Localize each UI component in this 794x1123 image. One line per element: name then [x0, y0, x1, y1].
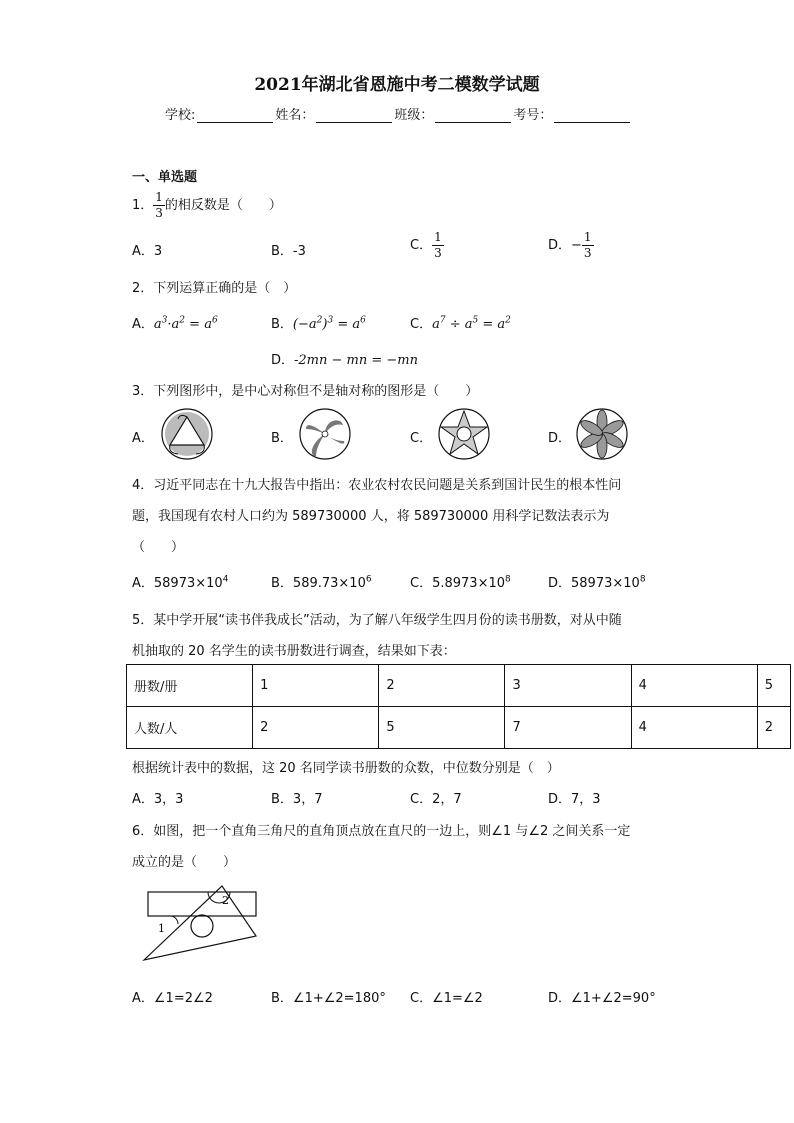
page-title: 2021年湖北省恩施中考二模数学试题 — [254, 75, 540, 95]
number-blank[interactable] — [554, 110, 630, 123]
q2-option-b-label: B． — [271, 317, 293, 332]
q2-option-d-expr: -2mn − mn = −mn — [294, 353, 418, 368]
q2-option-c[interactable] — [410, 313, 511, 332]
q4-option-a-exp: 4 — [222, 574, 229, 585]
q3-option-a[interactable]: A． — [132, 431, 154, 446]
q1-c-den: 3 — [434, 246, 442, 260]
q4-option-c-exp: 8 — [505, 574, 511, 585]
table-cell: 5 — [757, 665, 790, 707]
q1-option-d[interactable] — [548, 230, 594, 261]
q4-option-d-text: D．58973×10 — [548, 576, 640, 591]
number-label: 考号： — [513, 108, 553, 123]
q1-option-a[interactable]: A．3 — [132, 244, 163, 259]
q6-option-c[interactable]: C．∠1=∠2 — [410, 991, 483, 1006]
q6-line1: 6．如图，把一个直角三角尺的直角顶点放在直尺的一边上，则∠1 与∠2 之间关系一定 — [132, 824, 631, 839]
q1-option-b[interactable]: B．-3 — [271, 244, 306, 259]
table-cell: 7 — [505, 707, 631, 749]
q3-figure-a — [158, 407, 216, 461]
table-cell: 4 — [631, 665, 757, 707]
q3-option-b[interactable]: B． — [271, 431, 293, 446]
name-blank[interactable] — [316, 110, 392, 123]
section-heading: 一、单选题 — [132, 170, 198, 185]
q5-line3: 根据统计表中的数据，这 20 名同学读书册数的众数，中位数分别是（ ） — [132, 761, 560, 776]
q6-option-b[interactable]: B．∠1+∠2=180° — [271, 991, 386, 1006]
q2-option-a-label: A． — [132, 317, 154, 332]
q1-d-den: 3 — [583, 246, 592, 260]
q4-option-a-text: A．58973×10 — [132, 576, 223, 591]
table-row — [127, 665, 791, 707]
q1-option-d-label: D． — [548, 238, 572, 253]
q5-line2: 机抽取的 20 名学生的读书册数进行调查，结果如下表： — [132, 644, 456, 659]
school-blank[interactable] — [197, 110, 273, 123]
q1-stem-text: 的相反数是（ ） — [164, 198, 282, 213]
q4-option-d-exp: 8 — [639, 574, 646, 585]
q6-figure — [138, 884, 263, 966]
q4-option-c-text: C．5.8973×10 — [410, 576, 505, 591]
q3-stem: 3．下列图形中，是中心对称但不是轴对称的图形是（ ） — [132, 384, 479, 399]
q5-table — [126, 664, 791, 749]
table-cell: 2 — [757, 707, 790, 749]
table-cell: 人数/人 — [127, 707, 253, 749]
q4-line2: 题，我国现有农村人口约为 589730000 人，将 589730000 用科学记数法表示为 — [132, 509, 610, 524]
q1-option-d-fraction — [582, 230, 594, 261]
table-cell: 册数/册 — [127, 665, 253, 707]
q5-option-b[interactable]: B．3，7 — [271, 792, 323, 807]
q2-option-a-expr: $a^3\cdot a^2 = a^6$ — [153, 315, 218, 332]
q2-option-d-label: D． — [271, 353, 295, 368]
q4-option-a[interactable] — [132, 572, 228, 591]
q5-line1: 5．某中学开展“读书伴我成长”活动，为了解八年级学生四月份的读书册数，对从中随 — [132, 613, 622, 628]
table-cell: 3 — [505, 665, 631, 707]
q2-option-b[interactable] — [271, 313, 366, 332]
q6-angle1-label: 1 — [158, 922, 165, 935]
q4-option-b[interactable] — [271, 572, 372, 591]
q1-d-num: 1 — [583, 230, 592, 244]
table-cell: 2 — [379, 665, 505, 707]
name-label: 姓名： — [275, 108, 315, 123]
q5-option-d[interactable]: D．7，3 — [548, 792, 601, 807]
q2-option-a[interactable] — [132, 313, 218, 332]
class-blank[interactable] — [435, 110, 511, 123]
table-cell: 2 — [253, 707, 379, 749]
q1-frac-den: 3 — [155, 206, 163, 220]
q4-line3: （ ） — [132, 540, 185, 555]
q1-frac-num: 1 — [155, 190, 163, 204]
school-label: 学校: — [165, 108, 196, 123]
q2-option-c-label: C． — [410, 317, 433, 332]
student-info-line — [165, 104, 632, 123]
q1-option-c-fraction — [432, 230, 444, 261]
q1-option-c[interactable] — [410, 230, 444, 261]
q4-option-c[interactable] — [410, 572, 511, 591]
q6-angle2-label: 2 — [222, 894, 229, 907]
q2-stem: 2．下列运算正确的是（ ） — [132, 281, 297, 296]
q1-option-c-label: C． — [410, 238, 433, 253]
q2-option-d[interactable] — [271, 349, 418, 368]
q3-option-d[interactable]: D． — [548, 431, 572, 446]
q2-option-c-expr: $a^7 \div a^5 = a^2$ — [432, 315, 511, 332]
q6-option-a[interactable]: A．∠1=2∠2 — [132, 991, 213, 1006]
q3-figure-c — [435, 407, 493, 461]
q5-option-c[interactable]: C．2，7 — [410, 792, 462, 807]
q6-option-d[interactable]: D．∠1+∠2=90° — [548, 991, 656, 1006]
q6-line2: 成立的是（ ） — [132, 855, 237, 870]
q4-line1: 4．习近平同志在十九大报告中指出：农业农村农民问题是关系到国计民生的根本性问 — [132, 478, 622, 493]
class-label: 班级： — [394, 108, 434, 123]
q5-option-a[interactable]: A．3，3 — [132, 792, 184, 807]
table-row — [127, 707, 791, 749]
q3-figure-d — [573, 407, 631, 461]
q1-option-d-sign: − — [571, 238, 582, 253]
q3-figure-b — [296, 407, 354, 461]
q4-option-b-exp: 6 — [365, 574, 372, 585]
q1-c-num: 1 — [434, 230, 442, 244]
table-cell: 4 — [631, 707, 757, 749]
q3-option-c[interactable]: C． — [410, 431, 433, 446]
q1-fraction — [153, 190, 165, 221]
q4-option-d[interactable] — [548, 572, 646, 591]
q1-number: 1． — [132, 198, 154, 213]
q1-stem — [132, 190, 282, 221]
q2-option-b-expr: $(-a^2)^3 = a^6$ — [292, 315, 366, 332]
table-cell: 5 — [379, 707, 505, 749]
q4-option-b-text: B．589.73×10 — [271, 576, 366, 591]
table-cell: 1 — [253, 665, 379, 707]
